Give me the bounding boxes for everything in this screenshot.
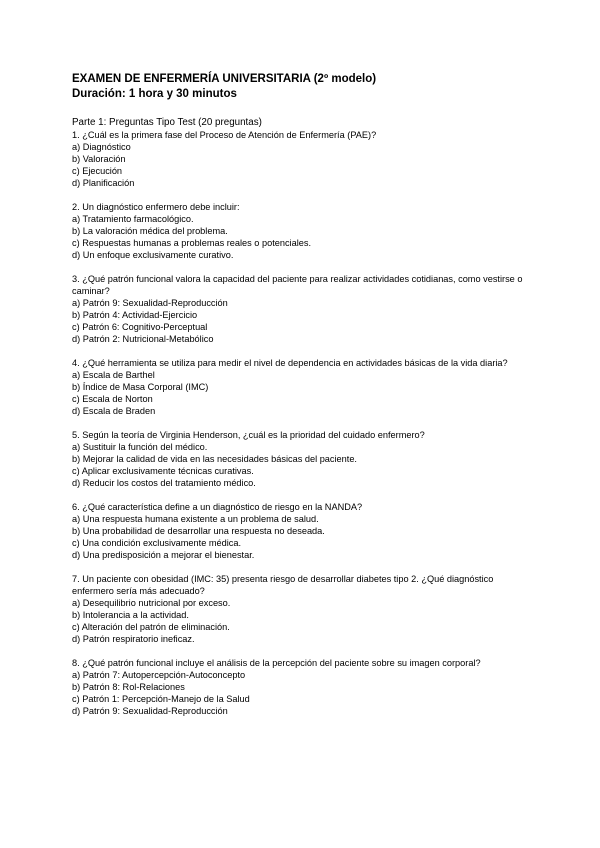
question-list bbox=[72, 129, 532, 717]
question-spacer bbox=[72, 645, 532, 657]
answer-option-d: d) Patrón 2: Nutricional-Metabólico bbox=[72, 334, 214, 344]
answer-option-a: a) Escala de Barthel bbox=[72, 370, 155, 380]
answer-option-c: c) Respuestas humanas a problemas reales o potenciales. bbox=[72, 238, 312, 248]
answer-option-d: d) Planificación bbox=[72, 178, 135, 188]
question-4 bbox=[72, 357, 532, 417]
question-spacer bbox=[72, 489, 532, 501]
answer-option-a: a) Sustituir la función del médico. bbox=[72, 442, 208, 452]
answer-option-c: c) Escala de Norton bbox=[72, 394, 153, 404]
answer-option-a: a) Patrón 9: Sexualidad-Reproducción bbox=[72, 298, 228, 308]
answer-option-c: c) Ejecución bbox=[72, 166, 123, 176]
answer-option-b: b) Patrón 8: Rol-Relaciones bbox=[72, 682, 185, 692]
part-heading: Parte 1: Preguntas Tipo Test (20 preguntas) bbox=[72, 117, 262, 128]
question-2 bbox=[72, 201, 532, 261]
answer-option-a: a) Diagnóstico bbox=[72, 142, 131, 152]
answer-option-b: b) Una probabilidad de desarrollar una respuesta no deseada. bbox=[72, 526, 325, 536]
answer-option-d: d) Patrón 9: Sexualidad-Reproducción bbox=[72, 706, 228, 716]
answer-option-b: b) Intolerancia a la actividad. bbox=[72, 610, 189, 620]
question-text: 6. ¿Qué característica define a un diagnóstico de riesgo en la NANDA? bbox=[72, 502, 363, 512]
question-text: 1. ¿Cuál es la primera fase del Proceso de Atención de Enfermería (PAE)? bbox=[72, 130, 377, 140]
answer-option-c: c) Patrón 1: Percepción-Manejo de la Salud bbox=[72, 694, 250, 704]
question-text: 3. ¿Qué patrón funcional valora la capacidad del paciente para realizar actividades cotidianas, como vestirse o caminar? bbox=[72, 274, 523, 296]
answer-option-c: c) Alteración del patrón de eliminación. bbox=[72, 622, 230, 632]
answer-option-d: d) Patrón respiratorio ineficaz. bbox=[72, 634, 195, 644]
question-spacer bbox=[72, 417, 532, 429]
question-spacer bbox=[72, 345, 532, 357]
question-1 bbox=[72, 129, 532, 189]
answer-option-b: b) La valoración médica del problema. bbox=[72, 226, 228, 236]
answer-option-c: c) Patrón 6: Cognitivo-Perceptual bbox=[72, 322, 208, 332]
question-spacer bbox=[72, 561, 532, 573]
question-text: 8. ¿Qué patrón funcional incluye el análisis de la percepción del paciente sobre su imagen corporal? bbox=[72, 658, 481, 668]
answer-option-b: b) Patrón 4: Actividad-Ejercicio bbox=[72, 310, 198, 320]
question-text: 2. Un diagnóstico enfermero debe incluir: bbox=[72, 202, 240, 212]
answer-option-b: b) Índice de Masa Corporal (IMC) bbox=[72, 382, 209, 392]
answer-option-a: a) Desequilibrio nutricional por exceso. bbox=[72, 598, 231, 608]
question-text: 7. Un paciente con obesidad (IMC: 35) presenta riesgo de desarrollar diabetes tipo 2. ¿Qué diagnóstico enfermero sería más adecuado? bbox=[72, 574, 494, 596]
answer-option-d: d) Reducir los costos del tratamiento médico. bbox=[72, 478, 256, 488]
answer-option-c: c) Aplicar exclusivamente técnicas curativas. bbox=[72, 466, 254, 476]
answer-option-b: b) Mejorar la calidad de vida en las necesidades básicas del paciente. bbox=[72, 454, 357, 464]
answer-option-a: a) Patrón 7: Autopercepción-Autoconcepto bbox=[72, 670, 246, 680]
question-text: 4. ¿Qué herramienta se utiliza para medir el nivel de dependencia en actividades básicas de la vida diaria? bbox=[72, 358, 508, 368]
answer-option-a: a) Tratamiento farmacológico. bbox=[72, 214, 194, 224]
answer-option-d: d) Escala de Braden bbox=[72, 406, 156, 416]
question-text: 5. Según la teoría de Virginia Henderson, ¿cuál es la prioridad del cuidado enfermero? bbox=[72, 430, 425, 440]
exam-page bbox=[72, 72, 532, 717]
question-spacer bbox=[72, 261, 532, 273]
answer-option-d: d) Un enfoque exclusivamente curativo. bbox=[72, 250, 234, 260]
question-7 bbox=[72, 573, 532, 645]
question-8 bbox=[72, 657, 532, 717]
answer-option-d: d) Una predisposición a mejorar el bienestar. bbox=[72, 550, 255, 560]
answer-option-a: a) Una respuesta humana existente a un problema de salud. bbox=[72, 514, 319, 524]
exam-title: EXAMEN DE ENFERMERÍA UNIVERSITARIA (2º modelo) bbox=[72, 73, 377, 85]
exam-duration: Duración: 1 hora y 30 minutos bbox=[72, 88, 237, 100]
question-5 bbox=[72, 429, 532, 489]
question-6 bbox=[72, 501, 532, 561]
answer-option-b: b) Valoración bbox=[72, 154, 126, 164]
question-spacer bbox=[72, 189, 532, 201]
question-3 bbox=[72, 273, 532, 345]
answer-option-c: c) Una condición exclusivamente médica. bbox=[72, 538, 242, 548]
